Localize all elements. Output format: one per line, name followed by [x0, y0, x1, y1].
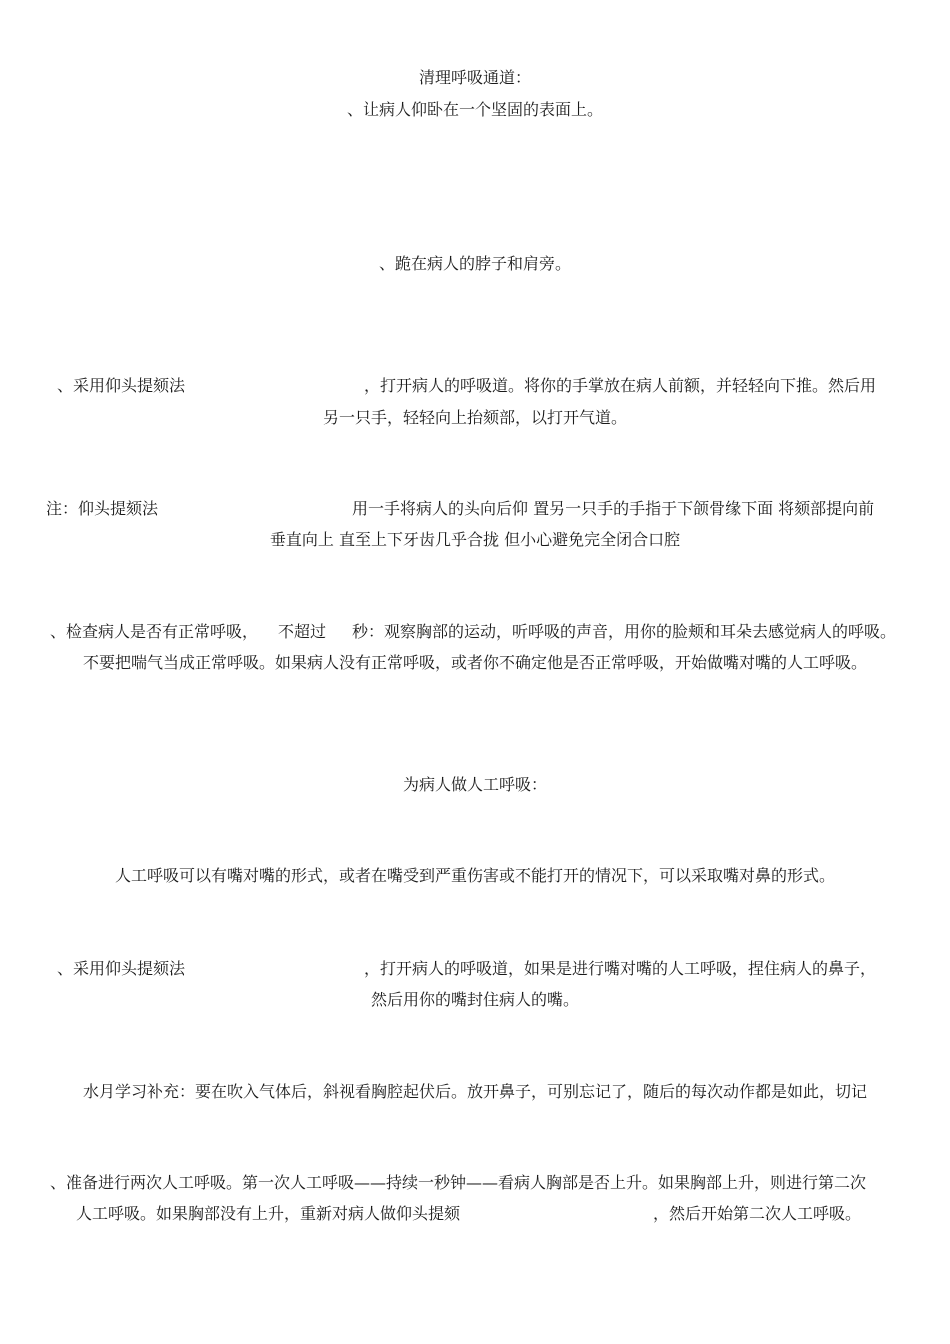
note-label: 注：仰头提颏法 — [46, 499, 159, 518]
rescue-step2-text-end: ，然后开始第二次人工呼吸。 — [653, 1204, 862, 1223]
rescue-intro: 人工呼吸可以有嘴对嘴的形式，或者在嘴受到严重伤害或不能打开的情况下，可以采取嘴对鼻的形式。 — [114, 866, 835, 885]
rescue-step1-text-cont: 然后用你的嘴封住病人的嘴。 — [370, 990, 579, 1009]
step-check-breathing-a: 、检查病人是否有正常呼吸， — [50, 622, 259, 641]
section-heading-clear-airway: 清理呼吸通道： — [418, 68, 531, 87]
step-check-breathing-d: 不要把喘气当成正常呼吸。如果病人没有正常呼吸，或者你不确定他是否正常呼吸，开始做嘴对嘴的人工呼吸。 — [82, 653, 867, 672]
step-check-breathing-c: 秒：观察胸部的运动，听呼吸的声音，用你的脸颊和耳朵去感觉病人的呼吸。 — [352, 622, 897, 641]
section-heading-rescue-breathing: 为病人做人工呼吸： — [402, 775, 547, 794]
step-check-breathing-b: 不超过 — [278, 622, 327, 641]
step-head-tilt-text-cont: 另一只手，轻轻向上抬颏部，以打开气道。 — [322, 408, 627, 427]
rescue-step2-text-cont: 人工呼吸。如果胸部没有上升，重新对病人做仰头提颏 — [76, 1204, 461, 1223]
supplement-note: 水月学习补充：要在吹入气体后，斜视看胸腔起伏后。放开鼻子，可别忘记了，随后的每次动作都是如此，切记 — [82, 1082, 867, 1101]
rescue-step2-text: 、准备进行两次人工呼吸。第一次人工呼吸——持续一秒钟——看病人胸部是否上升。如果胸部上升，则进行第二次 — [50, 1173, 867, 1192]
note-text-cont: 垂直向上 直至上下牙齿几乎合拢 但小心避免完全闭合口腔 — [269, 530, 681, 549]
rescue-step1-text: ，打开病人的呼吸道，如果是进行嘴对嘴的人工呼吸，捏住病人的鼻子， — [364, 959, 877, 978]
step-head-tilt-label: 、采用仰头提颏法 — [57, 376, 186, 395]
step-head-tilt-text: ，打开病人的呼吸道。将你的手掌放在病人前额，并轻轻向下推。然后用 — [364, 376, 877, 395]
step-lie-on-surface: 、让病人仰卧在一个坚固的表面上。 — [346, 100, 603, 119]
note-text: 用一手将病人的头向后仰 置另一只手的手指于下颌骨缘下面 将颏部提向前 — [352, 499, 875, 518]
rescue-step1-label: 、采用仰头提颏法 — [57, 959, 186, 978]
step-kneel-beside: 、跪在病人的脖子和肩旁。 — [378, 254, 571, 273]
